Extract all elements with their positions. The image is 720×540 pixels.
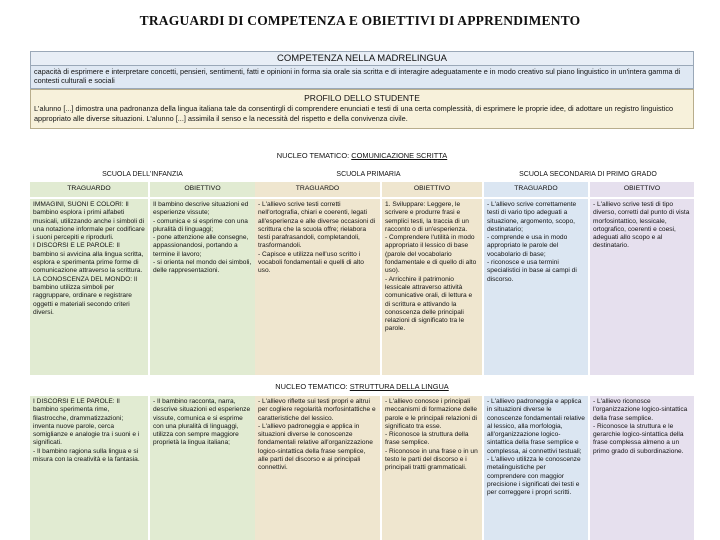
page-title: TRAGUARDI DI COMPETENZA E OBIETTIVI DI APPRENDIMENTO <box>139 13 581 28</box>
row2-infanzia-obiettivo: - Il bambino racconta, narra, descrive situazioni ed esperienze vissute, comunica e si esprime con una pluralità di linguaggi, utilizza con sempre maggiore proprietà la lingua italiana; <box>150 396 255 540</box>
school-primaria: SCUOLA PRIMARIA <box>336 171 401 178</box>
row1-primaria-traguardo: - L'allievo scrive testi corretti nell'ortografia, chiari e coerenti, legati all'esperienza e alle diverse occasioni di scrittura che la scuola offre; rielabora testi parafrasandoli, completandoli, trasformandoli. - Capisce e utilizza nell'uso scritto i vocaboli fondamentali e quelli di alto uso. <box>255 199 380 375</box>
competenza-text: capacità di esprimere e interpretare concetti, pensieri, sentimenti, fatti e opinioni in forma sia orale sia scritta e di interagire adeguatamente e in modo creativo sul piano linguistico in un'intera gamma di contesti culturali e sociali <box>34 67 681 85</box>
school-secondaria: SCUOLA SECONDARIA DI PRIMO GRADO <box>519 171 657 178</box>
profilo-box <box>30 89 694 129</box>
subheader-obiettivo: OBIETTIVO <box>590 182 694 197</box>
row2-secondaria-obiettivo: - L'allievo riconosce l'organizzazione logico-sintattica della frase semplice. - Riconosce la struttura e le gerarchie logico-sintattica della frase complessa almeno a un primo grado di subordinazione. <box>590 396 694 540</box>
row2-primaria-obiettivo: - L'allievo conosce i principali meccanismi di formazione delle parole e le principali relazioni di significato tra esse. - Riconosce la struttura della frase semplice. - Riconosce in una frase o in un testo le parti del discorso e i principali tratti grammaticali. <box>382 396 482 540</box>
subheader-traguardo: TRAGUARDO <box>484 182 588 197</box>
row1-secondaria-traguardo: - L'allievo scrive correttamente testi di vario tipo adeguati a situazione, argomento, scopo, destinatario; - comprende e usa in modo appropriato le parole del vocabolario di base; - riconosce e usa termini specialistici in base ai campi di discorso. <box>484 199 588 375</box>
row1-secondaria-obiettivo: - L'allievo scrive testi di tipo diverso, corretti dal punto di vista morfosintattico, lessicale, ortografico, coerenti e coesi, adeguati allo scopo e al destinatario. <box>590 199 694 375</box>
row1-infanzia-obiettivo: Il bambino descrive situazioni ed esperienze vissute; - comunica e si esprime con una pluralità di linguaggi; - pone attenzione alle consegne, appassionandosi, portando a termine il lavoro; - si orienta nel mondo dei simboli, delle rappresentazioni. <box>150 199 255 375</box>
competenza-box <box>30 51 694 89</box>
subheader-obiettivo: OBIETTIVO <box>150 182 255 197</box>
subheader-traguardo: TRAGUARDO <box>30 182 148 197</box>
row2-primaria-traguardo: - L'allievo riflette sui testi propri e altrui per cogliere regolarità morfosintattiche e caratteristiche del lessico. - L'allievo padroneggia e applica in situazioni diverse le conoscenze fondamentali relative all'organizzazione logico-sintattica della frase semplice, alle parti del discorso e ai principali connettivi. <box>255 396 380 540</box>
nucleo-name: STRUTTURA DELLA LINGUA <box>349 382 449 391</box>
nucleo-comunicazione <box>30 151 694 160</box>
nucleo-struttura <box>30 382 694 391</box>
row2-secondaria-traguardo: - L'allievo padroneggia e applica in situazioni diverse le conoscenze fondamentali relative al lessico, alla morfologia, all'organizzazione logico-sintattica della frase semplice e complessa, ai connettivi testuali; - L'allievo utilizza le conoscenze metalinguistiche per comprendere con maggior precisione i significati dei testi e per correggere i propri scritti. <box>484 396 588 540</box>
competenza-header: COMPETENZA NELLA MADRELINGUA <box>31 52 693 66</box>
row1-primaria-obiettivo: 1. Sviluppare: Leggere, le scrivere e produrre frasi e semplici testi, la traccia di un racconto o di un'esperienza. - Comprendere l'utilità in modo appropriato il lessico di base (parole del vocabolario fondamentale e di quello di alto uso). - Arricchire il patrimonio lessicale attraverso attività comunicative orali, di lettura e di scrittura e attivando la conoscenza delle principali relazioni di significato tra le parole. <box>382 199 482 375</box>
nucleo-name: COMUNICAZIONE SCRITTA <box>351 151 448 160</box>
nucleo-prefix: NUCLEO TEMATICO: <box>275 382 350 391</box>
profilo-header: PROFILO DELLO STUDENTE <box>304 93 420 103</box>
subheader-obiettivo: OBIETTIVO <box>382 182 482 197</box>
row1-infanzia-traguardo: IMMAGINI, SUONI E COLORI: Il bambino esplora i primi alfabeti musicali, utilizzando anche i simboli di una notazione informale per codificare i suoni percepiti e riprodurli. I DISCORSI E LE PAROLE: Il bambino si avvicina alla lingua scritta, esplora e sperimenta prime forme di comunicazione attraverso la scrittura. LA CONOSCENZA DEL MONDO: Il bambino utilizza simboli per raggruppare, ordinare e registrare oggetti e materiali secondo criteri diversi. <box>30 199 148 375</box>
row2-infanzia-traguardo: I DISCORSI E LE PAROLE: Il bambino sperimenta rime, filastrocche, drammatizzazioni; inventa nuove parole, cerca somiglianze e analogie tra i suoni e i significati. - Il bambino ragiona sulla lingua e si misura con la creatività e la fantasia. <box>30 396 148 540</box>
profilo-text: L'alunno [...] dimostra una padronanza della lingua italiana tale da consentirgli di comprendere enunciati e testi di una certa complessità, di esprimere le proprie idee, di adottare un registro linguistico appropriato alle diverse situazioni. L'alunno [...] assimila il senso e la necessità del rispetto e della convivenza civile. <box>34 104 674 123</box>
subheader-traguardo: TRAGUARDO <box>255 182 380 197</box>
school-infanzia: SCUOLA DELL'INFANZIA <box>102 171 183 178</box>
nucleo-prefix: NUCLEO TEMATICO: <box>276 151 352 160</box>
